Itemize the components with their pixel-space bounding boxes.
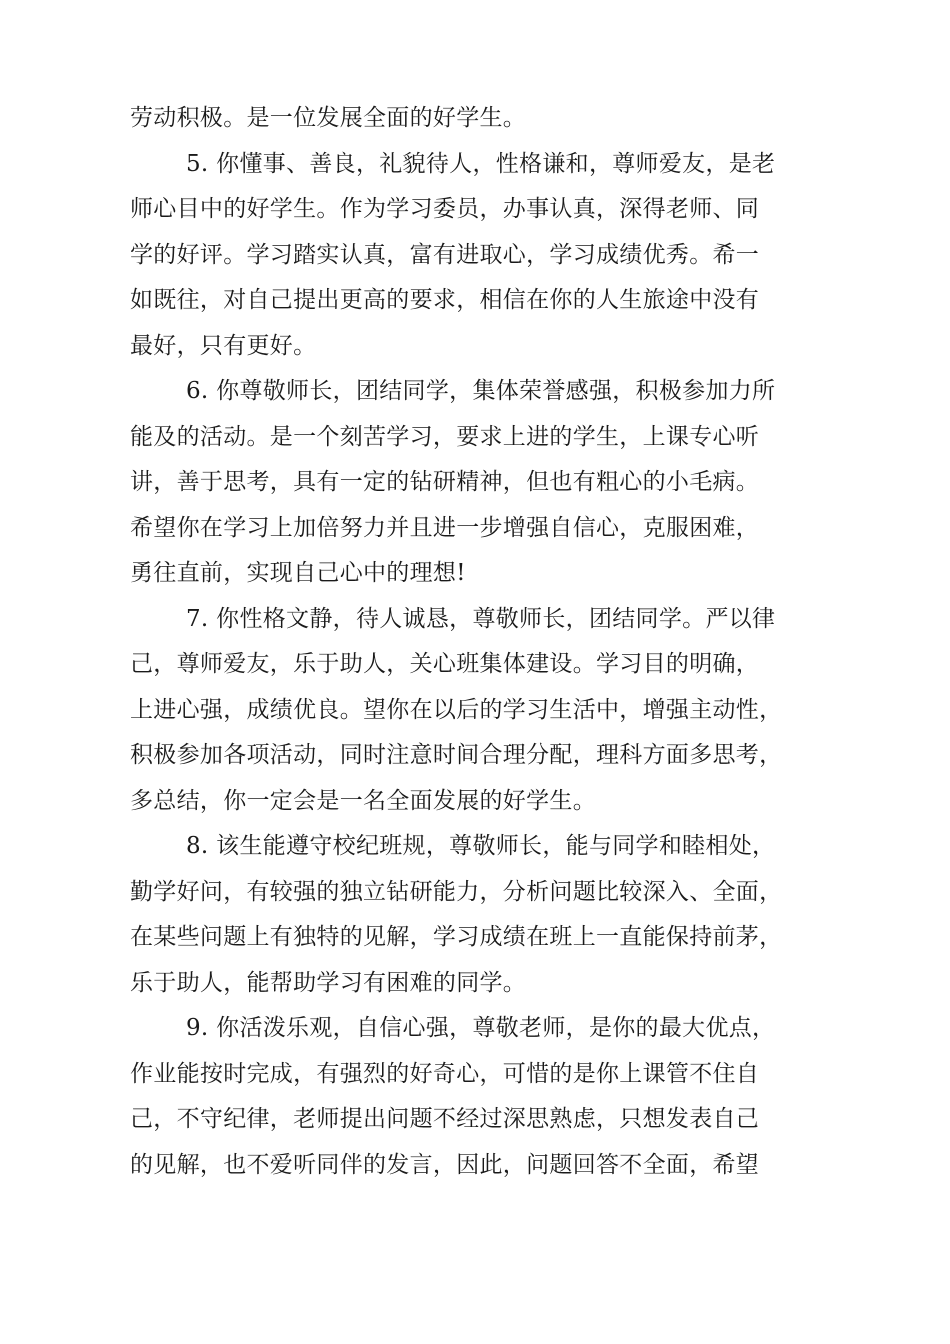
paragraph-8-start: 8. 该生能遵守校纪班规，尊敬师长，能与同学和睦相处， bbox=[186, 833, 776, 859]
text-line: 师心目中的好学生。作为学习委员，办事认真，深得老师、同 bbox=[130, 196, 760, 222]
text-line: 上进心强，成绩优良。望你在以后的学习生活中，增强主动性， bbox=[130, 696, 783, 723]
text-line: 己，尊师爱友，乐于助人，关心班集体建设。学习目的明确， bbox=[130, 651, 760, 677]
text-line: 如既往，对自己提出更高的要求，相信在你的人生旅途中没有 bbox=[130, 287, 760, 313]
text-line: 勇往直前，实现自己心中的理想! bbox=[130, 560, 466, 586]
text-line: 己，不守纪律，老师提出问题不经过深思熟虑，只想发表自己 bbox=[130, 1106, 760, 1132]
paragraph-6-start: 6. 你尊敬师长，团结同学，集体荣誉感强，积极参加力所 bbox=[186, 378, 776, 404]
text-line: 最好，只有更好。 bbox=[130, 332, 317, 359]
text-line: 能及的活动。是一个刻苦学习，要求上进的学生，上课专心听 bbox=[130, 423, 760, 450]
document-body bbox=[130, 96, 830, 1188]
text-line: 乐于助人，能帮助学习有困难的同学。 bbox=[130, 969, 527, 996]
text-line: 勤学好问，有较强的独立钻研能力，分析问题比较深入、全面， bbox=[130, 878, 783, 905]
text-line: 学的好评。学习踏实认真，富有进取心，学习成绩优秀。希一 bbox=[130, 241, 760, 268]
text-line: 作业能按时完成，有强烈的好奇心，可惜的是你上课管不住自 bbox=[130, 1060, 760, 1087]
paragraph-5-start: 5. 你懂事、善良，礼貌待人，性格谦和，尊师爱友，是老 bbox=[186, 150, 776, 177]
text-line: 积极参加各项活动，同时注意时间合理分配，理科方面多思考， bbox=[130, 742, 783, 768]
text-line: 希望你在学习上加倍努力并且进一步增强自信心，克服困难， bbox=[130, 514, 760, 541]
text-line: 在某些问题上有独特的见解，学习成绩在班上一直能保持前茅， bbox=[130, 924, 783, 950]
text-line: 劳动积极。是一位发展全面的好学生。 bbox=[130, 105, 527, 131]
paragraph-7-start: 7. 你性格文静，待人诚恳，尊敬师长，团结同学。严以律 bbox=[186, 605, 776, 632]
text-line: 讲，善于思考，具有一定的钻研精神，但也有粗心的小毛病。 bbox=[130, 469, 760, 495]
text-line: 的见解，也不爱听同伴的发言，因此，问题回答不全面，希望 bbox=[130, 1151, 760, 1178]
paragraph-9-start: 9. 你活泼乐观，自信心强，尊敬老师，是你的最大优点， bbox=[186, 1015, 776, 1041]
text-line: 多总结，你一定会是一名全面发展的好学生。 bbox=[130, 787, 596, 814]
